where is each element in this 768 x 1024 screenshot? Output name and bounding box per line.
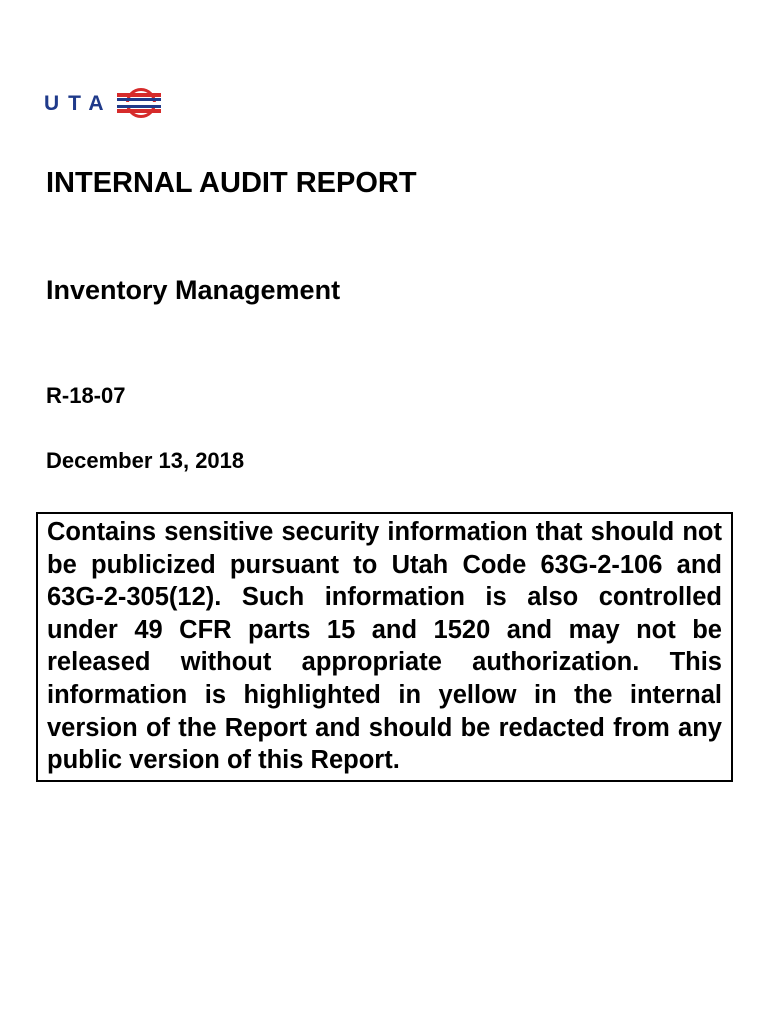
security-notice-text: Contains sensitive security information that should not be publicized pursuant to Utah Code 63G-2-106 and 63G-2-305(12). Such information is also controlled under 49 CFR parts 15 and 1520 and may not be released without appropriate authorization. This information is highlighted in yellow in the internal version of the Report and should be redacted from any public version of this Report. [47,518,722,775]
logo-text: UTA [44,91,113,115]
uta-logo [44,86,163,120]
report-date: December 13, 2018 [46,448,245,473]
page-title: INTERNAL AUDIT REPORT [46,167,417,199]
security-notice-box [36,512,733,782]
uta-circle-stripes-icon [115,86,163,120]
report-number: R-18-07 [46,383,126,408]
report-subject: Inventory Management [46,275,341,305]
